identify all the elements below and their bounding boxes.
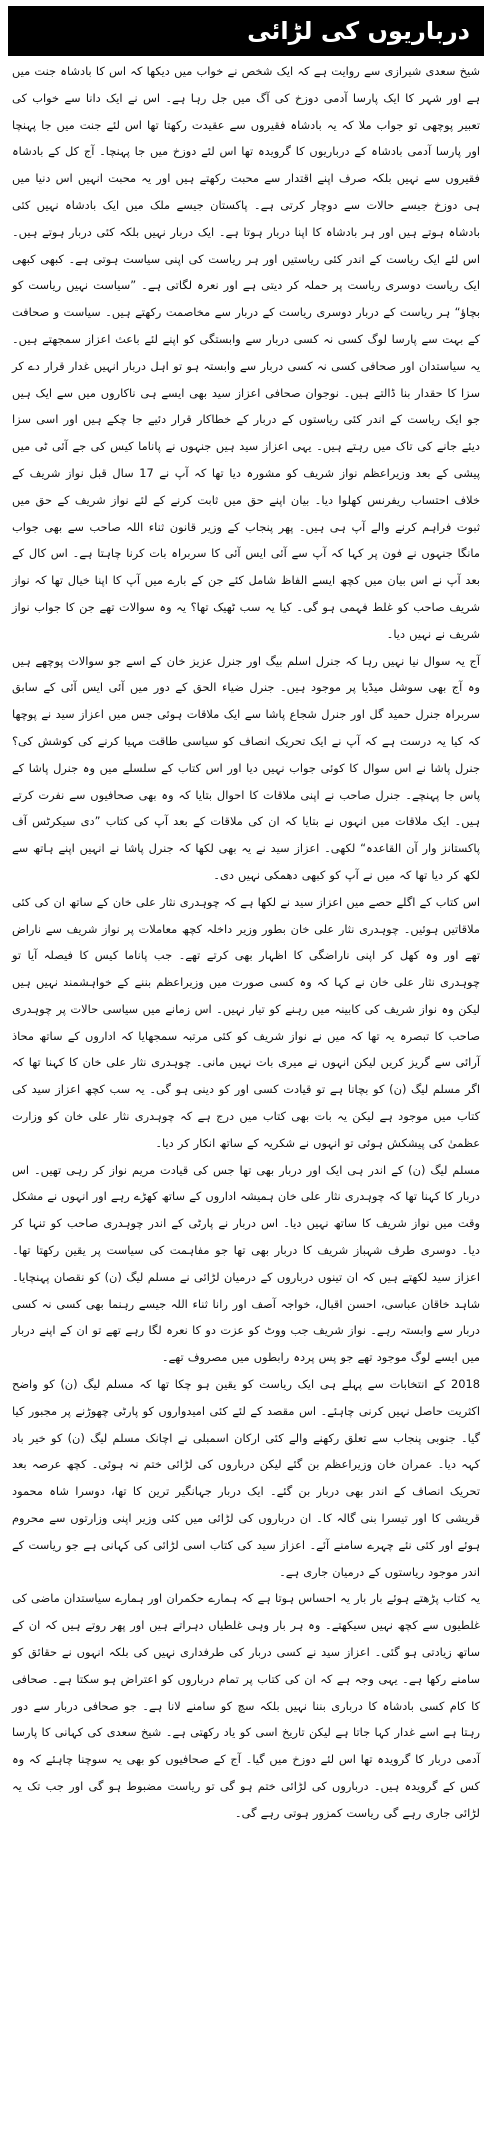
article-paragraph: 2018 کے انتخابات سے پہلے ہی ایک ریاست کو یقین ہو چکا تھا کہ مسلم لیگ (ن) کو واضح اکثریت حاصل نہیں کرنی چاہئے۔ اس مقصد کے لئے کئی امیدواروں کو پارٹی چھوڑنے پر مجبور کیا گیا۔ جنوبی پنجاب سے تعلق رکھنے والے کئی ارکان اسمبلی نے اچانک مسلم لیگ (ن) کو خیر باد کہہ دیا۔ عمران خان وزیراعظم بن گئے لیکن درباروں کی لڑائی ختم نہ ہوئی۔ کچھ عرصہ بعد تحریک انصاف کے اندر بھی دربار بن گئے۔ ایک دربار جہانگیر ترین کا تھا، دوسرا شاہ محمود قریشی کا اور تیسرا بنی گالہ کا۔ ان درباروں کی لڑائی میں کئی وزیر اپنی وزارتوں سے محروم ہوئے اور کئی نئے چہرے سامنے آئے۔ اعزاز سید کی کتاب اسی لڑائی کی کہانی ہے جو ریاست کے اندر موجود ریاستوں کے درمیان جاری ہے۔ [12, 1377, 480, 1579]
headline-banner [8, 6, 484, 56]
article-paragraph: مسلم لیگ (ن) کے اندر ہی ایک اور دربار بھی تھا جس کی قیادت مریم نواز کر رہی تھیں۔ اس دربار کا کہنا تھا کہ چوہدری نثار علی خان ہمیشہ اداروں کے ساتھ کھڑے رہے اور انہوں نے مشکل وقت میں نواز شریف کا ساتھ نہیں دیا۔ اس دربار نے پارٹی کے اندر چوہدری صاحب کو تنہا کر دیا۔ دوسری طرف شہباز شریف کا دربار بھی تھا جو مفاہمت کی سیاست پر یقین رکھتا تھا۔ اعزاز سید لکھتے ہیں کہ ان تینوں درباروں کے درمیان لڑائی نے مسلم لیگ (ن) کو نقصان پہنچایا۔ شاہد خاقان عباسی، احسن اقبال، خواجہ آصف اور رانا ثناء اللہ جیسے رہنما بھی کسی نہ کسی دربار سے وابستہ رہے۔ نواز شریف جب ووٹ کو عزت دو کا نعرہ لگا رہے تھے تو ان کے اپنے دربار میں ایسے لوگ موجود تھے جو پس پردہ رابطوں میں مصروف تھے۔ [12, 1162, 480, 1365]
article-headline: درباریوں کی لڑائی [247, 17, 470, 45]
article-paragraph: یہ کتاب پڑھتے ہوئے بار بار یہ احساس ہوتا ہے کہ ہمارے حکمران اور ہمارے سیاستدان ماضی کی غلطیوں سے کچھ نہیں سیکھتے۔ وہ ہر بار وہی غلطیاں دہراتے ہیں اور پھر روتے ہیں کہ ان کے ساتھ زیادتی ہو گئی۔ اعزاز سید نے کسی دربار کی طرفداری نہیں کی بلکہ انہوں نے حقائق کو سامنے رکھا ہے۔ یہی وجہ ہے کہ ان کی کتاب پر تمام درباروں کو اعتراض ہو سکتا ہے۔ صحافی کا کام کسی بادشاہ کا درباری بننا نہیں بلکہ سچ کو سامنے لانا ہے۔ جو صحافی دربار سے دور رہتا ہے اسے غدار کہا جاتا ہے لیکن تاریخ اسی کو یاد رکھتی ہے۔ شیخ سعدی کی کہانی کا پارسا آدمی دربار کا گرویدہ تھا اس لئے دوزخ میں گیا۔ آج کے صحافیوں کو بھی یہ سوچنا چاہئے کہ وہ کس کے گرویدہ ہیں۔ درباروں کی لڑائی ختم ہو گی تو ریاست مضبوط ہو گی اور جب تک یہ لڑائی جاری رہے گی ریاست کمزور ہوتی رہے گی۔ [12, 1591, 480, 1820]
article-column [8, 6, 484, 2146]
article-body [8, 58, 484, 1827]
article-paragraph: اس کتاب کے اگلے حصے میں اعزاز سید نے لکھا ہے کہ چوہدری نثار علی خان کے ساتھ ان کی کئی ملاقاتیں ہوئیں۔ چوہدری نثار علی خان بطور وزیر داخلہ کچھ معاملات پر نواز شریف سے ناراض تھے اور وہ کھل کر اپنی ناراضگی کا اظہار بھی کرتے تھے۔ جب پاناما کیس کا فیصلہ آیا تو چوہدری نثار علی خان نے کہا کہ وہ کسی صورت میں وزیراعظم بننے کے خواہشمند نہیں ہیں لیکن وہ نواز شریف کی کابینہ میں رہنے کو تیار نہیں۔ اس زمانے میں سیاسی حالات پر چوہدری صاحب کا تبصرہ یہ تھا کہ میں نے نواز شریف کو کئی مرتبہ سمجھایا کہ اداروں کے ساتھ محاذ آرائی سے گریز کریں لیکن انہوں نے میری بات نہیں مانی۔ چوہدری نثار علی خان کا کہنا تھا کہ اگر مسلم لیگ (ن) کو بچانا ہے تو قیادت کسی اور کو دینی ہو گی۔ یہ سب کچھ اعزاز سید کی کتاب میں موجود ہے لیکن یہ بات بھی کتاب میں درج ہے کہ چوہدری نثار علی خان کو وزارت عظمیٰ کی پیشکش ہوئی تو انہوں نے شکریہ کے ساتھ انکار کر دیا۔ [12, 894, 480, 1150]
article-paragraph: آج یہ سوال نیا نہیں رہا کہ جنرل اسلم بیگ اور جنرل عزیز خان کے اسے جو سوالات پوچھے ہیں وہ آج بھی سوشل میڈیا پر موجود ہیں۔ جنرل ضیاء الحق کے دور میں آئی ایس آئی کے سابق سربراہ جنرل حمید گل اور جنرل شجاع پاشا سے ایک ملاقات ہوئی جس میں اعزاز سید نے پوچھا کہ کیا یہ درست ہے کہ آپ نے ایک تحریک انصاف کو سیاسی طاقت مہیا کرنے کی کوشش کی؟ جنرل پاشا نے اس سوال کا کوئی جواب نہیں دیا اور اس کتاب کے سلسلے میں وہ جنرل پاشا کے پاس جا پہنچے۔ جنرل صاحب نے اپنی ملاقات کا احوال بتایا کہ وہ بھی صحافیوں سے نفرت کرتے ہیں۔ ایک ملاقات میں انہوں نے بتایا کہ ان کی ملاقات کے بعد آپ کی کتاب ”دی سیکرٹس آف پاکستانز وار آن القاعدہ“ لکھی۔ اعزاز سید نے یہ بھی لکھا کہ جنرل پاشا نے انہیں اپنے ہاتھ سے لکھ کر دیا تھا کہ میں نے آپ کو کبھی دھمکی نہیں دی۔ [12, 653, 480, 882]
article-paragraph: شیخ سعدی شیرازی سے روایت ہے کہ ایک شخص نے خواب میں دیکھا کہ اس کا بادشاہ جنت میں ہے اور شہر کا ایک پارسا آدمی دوزخ کی آگ میں جل رہا ہے۔ اس نے ایک دانا سے خواب کی تعبیر پوچھی تو جواب ملا کہ یہ بادشاہ فقیروں سے عقیدت رکھتا تھا اس لئے جنت میں جا پہنچا اور پارسا آدمی بادشاہ کے درباریوں کا گرویدہ تھا اس لئے دوزخ میں جا پہنچا۔ آج کل کے بادشاہ فقیروں سے نہیں بلکہ صرف اپنے اقتدار سے محبت رکھتے ہیں اور یہ محبت انہیں اس دنیا میں ہی دوزخ جیسے حالات سے دوچار کرتی ہے۔ پاکستان جیسے ملک میں ایک بادشاہ نہیں کئی بادشاہ ہوتے ہیں اور ہر بادشاہ کا اپنا دربار ہوتا ہے۔ ایک دربار نہیں بلکہ کئی دربار ہوتے ہیں۔ اس لئے ایک ریاست کے اندر کئی ریاستیں اور ہر ریاست کی اپنی سیاست ہوتی ہے۔ کبھی کبھی ایک ریاست دوسری ریاست پر حملہ کر دیتی ہے اور نعرہ لگاتی ہے۔ ”سیاست نہیں ریاست کو بچاؤ“ ہر ریاست کے دربار دوسری ریاست کے دربار سے مخاصمت رکھتے ہیں۔ سیاست و صحافت کے بہت سے پارسا لوگ کسی نہ کسی دربار سے وابستگی کو اپنے لئے باعث اعزاز سمجھتے ہیں۔ یہ سیاستدان اور صحافی کسی نہ کسی دربار سے وابستہ ہو تو اہل دربار انہیں غدار قرار دے کر سزا کا حقدار بنا ڈالتے ہیں۔ نوجوان صحافی اعزاز سید بھی ایسے ہی ناکاروں میں سے ایک ہیں جو ایک ریاست کے اندر کئی ریاستوں کے دربار کے خطاکار قرار دئیے جا چکے ہیں اور اسی سزا دیئے جانے کی تاک میں رہتے ہیں۔ یہی اعزاز سید ہیں جنہوں نے پاناما کیس کی جے آئی ٹی میں پیشی کے بعد وزیراعظم نواز شریف کو مشورہ دیا تھا کہ آپ نے 17 سال قبل نواز شریف کے خلاف احتساب ریفرنس کھلوا دیا۔ بیان اپنے حق میں ثابت کرنے کے لئے نواز شریف کے حق میں ثبوت فراہم کرنے والے آپ ہی ہیں۔ پھر پنجاب کے وزیر قانون ثناء اللہ صاحب سے بھی جواب مانگا جنہوں نے فون پر کہا کہ آپ سے آئی ایس آئی کا سربراہ بات کرنا چاہتا ہے۔ اس کال کے بعد آپ نے اس بیان میں کچھ ایسے الفاظ شامل کئے جن کے بارے میں آپ کا اپنا خیال تھا کہ نواز شریف صاحب کو غلط فہمی ہو گی۔ کیا یہ سب ٹھیک تھا؟ یہ وہ سوالات تھے جن کا جواب نواز شریف نے نہیں دیا۔ [12, 64, 480, 641]
